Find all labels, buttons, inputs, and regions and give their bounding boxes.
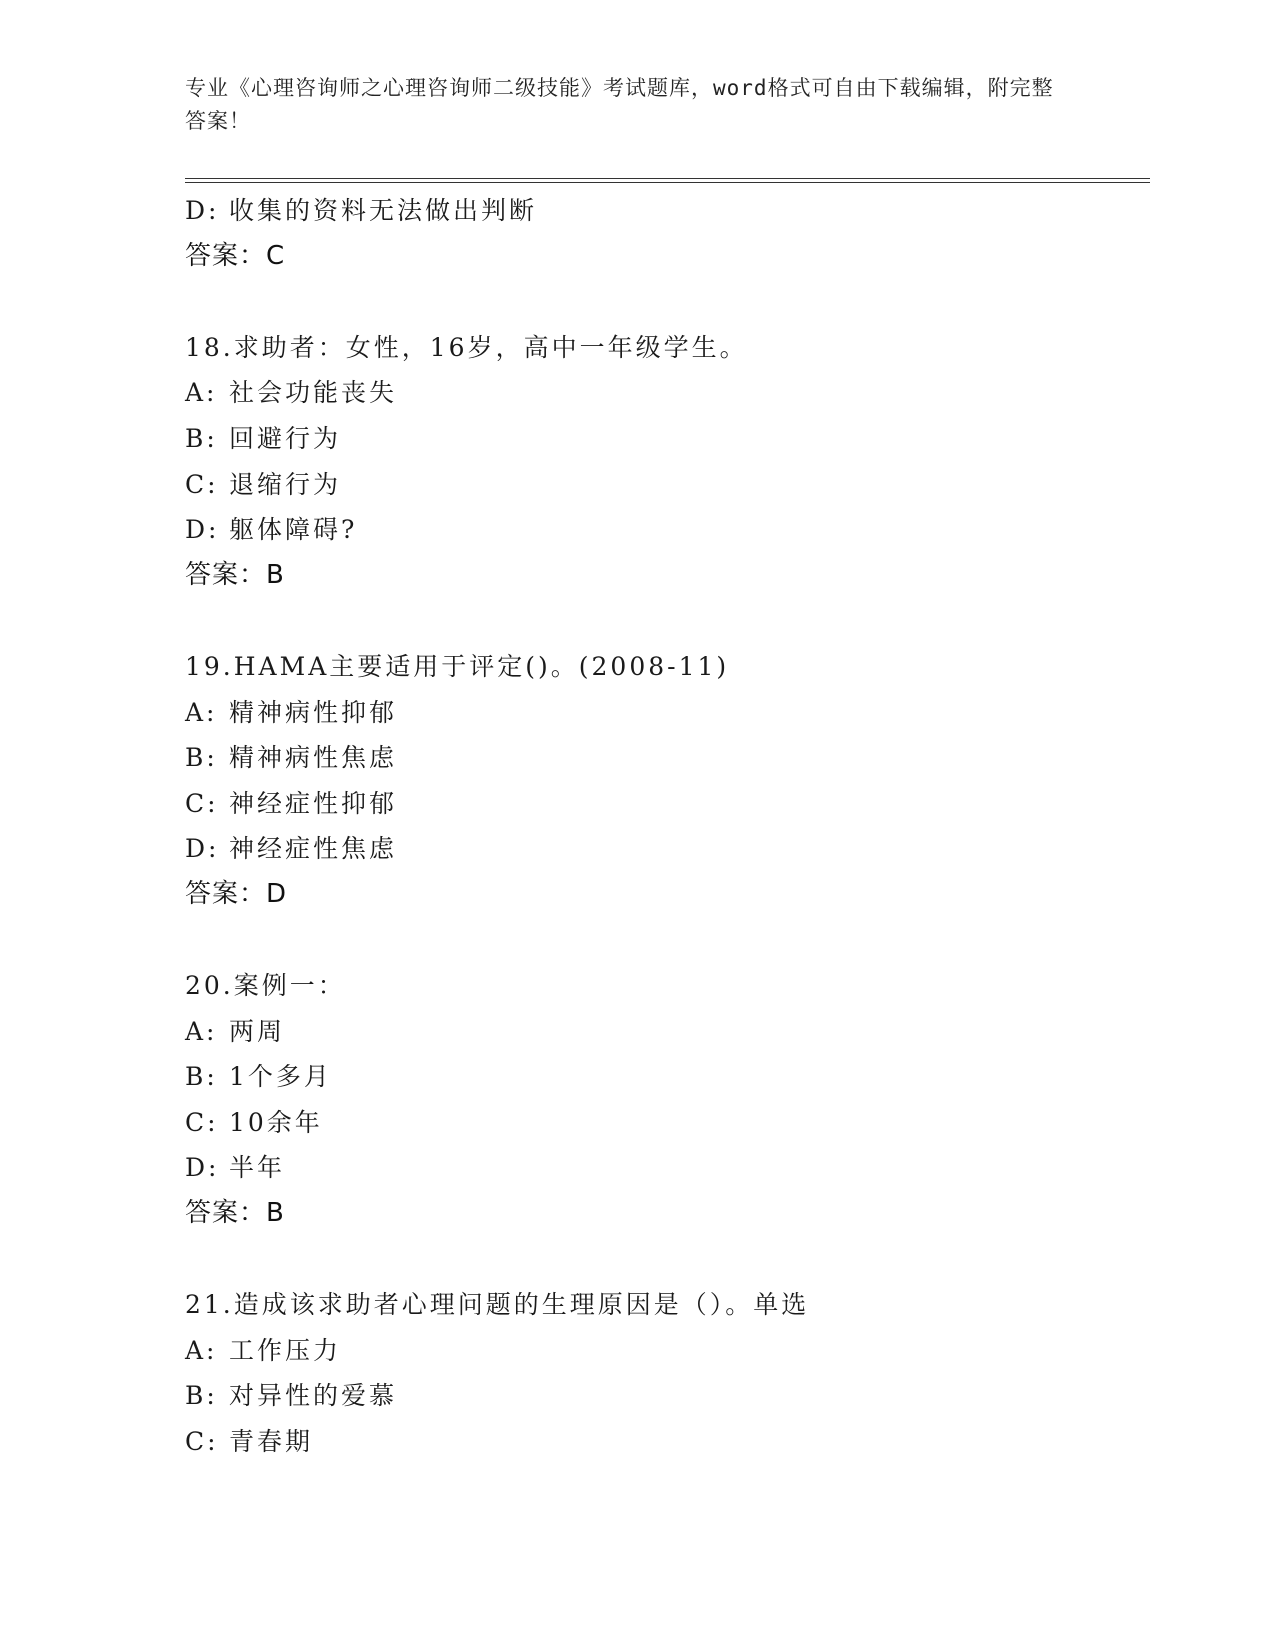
option-label: C: <box>185 469 219 499</box>
option-row <box>185 735 1145 781</box>
option-row <box>185 826 1145 872</box>
option-text: 神经症性焦虑 <box>229 834 398 864</box>
header-divider-bottom <box>185 182 1150 183</box>
spacer <box>185 918 1145 964</box>
option-row <box>185 781 1145 827</box>
option-row <box>185 188 1145 234</box>
answer-line: 答案：B <box>185 559 285 590</box>
option-row <box>185 1145 1145 1191</box>
option-label: A: <box>185 378 218 408</box>
option-label: B: <box>185 1381 218 1411</box>
answer-line: 答案：D <box>185 878 288 909</box>
option-label: C: <box>185 1427 219 1457</box>
option-row <box>185 1009 1145 1055</box>
option-label: D: <box>185 515 220 545</box>
question-stem: 18.求助者：女性，16岁，高中一年级学生。 <box>185 332 748 362</box>
question-list <box>185 188 1145 1465</box>
option-text: 1个多月 <box>229 1062 332 1092</box>
page-header: 专业《心理咨询师之心理咨询师二级技能》考试题库，word格式可自由下载编辑，附完整答案！ <box>185 76 1054 133</box>
option-label: A: <box>185 1016 218 1046</box>
option-text: 神经症性抑郁 <box>229 788 398 818</box>
option-text: 对异性的爱慕 <box>229 1381 398 1411</box>
option-label: A: <box>185 1335 218 1365</box>
answer-line: 答案：C <box>185 240 286 271</box>
option-text: 青春期 <box>229 1427 314 1457</box>
question-stem: 20.案例一： <box>185 971 346 1001</box>
option-row <box>185 1054 1145 1100</box>
option-row <box>185 507 1145 553</box>
option-row <box>185 416 1145 462</box>
option-label: C: <box>185 788 219 818</box>
option-text: 10余年 <box>229 1107 323 1137</box>
option-text: 社会功能丧失 <box>229 378 398 408</box>
option-text: 两周 <box>229 1016 286 1046</box>
option-text: 半年 <box>229 1153 286 1183</box>
option-label: B: <box>185 423 218 453</box>
option-row <box>185 690 1145 736</box>
option-label: D: <box>185 834 220 864</box>
option-row <box>185 1100 1145 1146</box>
option-row <box>185 370 1145 416</box>
answer-line: 答案：B <box>185 1198 285 1229</box>
option-label: B: <box>185 1062 218 1092</box>
option-row <box>185 1328 1145 1374</box>
option-text: 回避行为 <box>229 423 342 453</box>
option-row <box>185 1419 1145 1465</box>
option-label: C: <box>185 1107 219 1137</box>
header-divider-top <box>185 178 1150 179</box>
option-text: 工作压力 <box>229 1335 342 1365</box>
spacer <box>185 1237 1145 1283</box>
option-label: D: <box>185 1153 220 1183</box>
option-row <box>185 1373 1145 1419</box>
option-text: 收集的资料无法做出判断 <box>229 196 538 225</box>
spacer <box>185 279 1145 325</box>
option-label: B: <box>185 743 218 773</box>
question-stem: 21.造成该求助者心理问题的生理原因是（）。单选 <box>185 1290 810 1320</box>
question-stem: 19.HAMA主要适用于评定()。(2008-11) <box>185 651 730 681</box>
option-text: 精神病性抑郁 <box>229 697 398 727</box>
spacer <box>185 598 1145 644</box>
option-label: D: <box>185 196 220 225</box>
option-label: A: <box>185 697 218 727</box>
option-row <box>185 462 1145 508</box>
option-text: 退缩行为 <box>229 469 342 499</box>
option-text: 躯体障碍? <box>229 515 358 545</box>
option-text: 精神病性焦虑 <box>229 743 398 773</box>
